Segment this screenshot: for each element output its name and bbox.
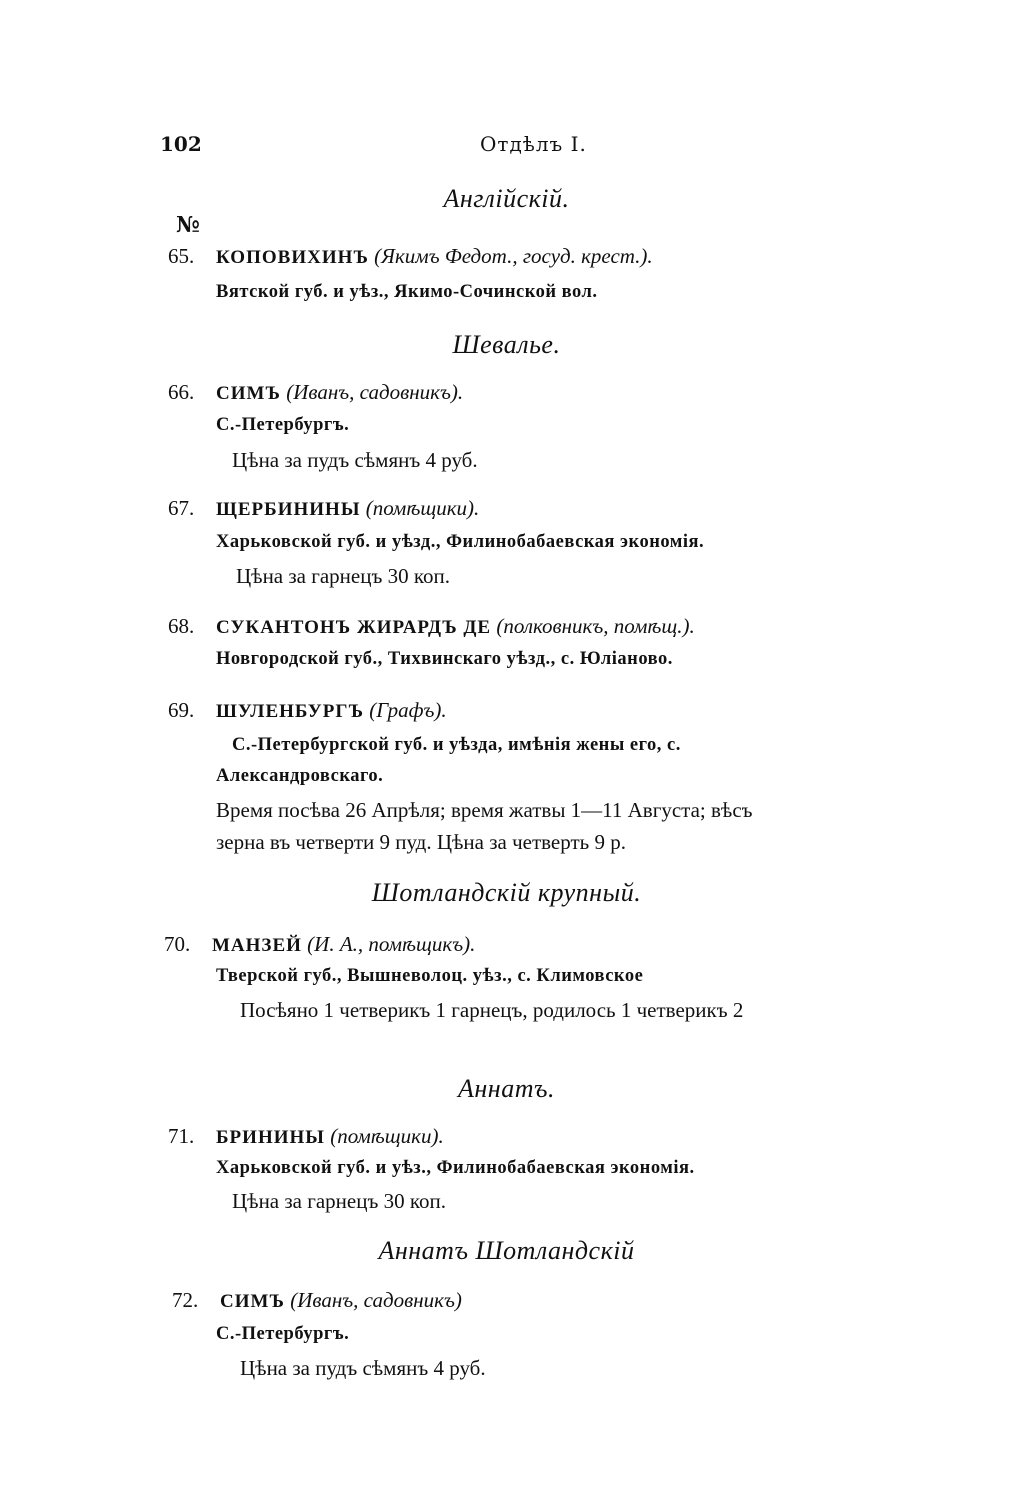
entry-header (164, 932, 475, 957)
page-number: 102 (160, 132, 202, 156)
entry-details: (Якимъ Федот., госуд. крест.). (374, 244, 653, 268)
entry-details: (Иванъ, садовникъ). (286, 380, 464, 404)
entry-address: С.-Петербургъ. (216, 415, 350, 435)
entry-header (168, 614, 695, 639)
entry-header (168, 380, 463, 405)
entry-note: Посѣяно 1 четверикъ 1 гарнецъ, родилось 1 четверикъ 2 (240, 998, 744, 1022)
entry-details: (Графъ). (369, 698, 447, 722)
entry-address-line: С.-Петербургской губ. и уѣзда, имѣнія жены его, с. (232, 735, 681, 755)
entry-address: Харьковской губ. и уѣзд., Филинобабаевская экономія. (216, 532, 705, 552)
section-title: Шевалье. (452, 330, 561, 359)
entry-name: СИМЪ (216, 383, 281, 404)
entry-header (168, 244, 653, 269)
entry-details: (Иванъ, садовникъ) (290, 1288, 462, 1312)
entry-address: Харьковской губ. и уѣз., Филинобабаевская экономія. (216, 1158, 695, 1178)
entry-name: МАНЗЕЙ (212, 935, 302, 956)
entry-address: Вятской губ. и уѣз., Якимо-Сочинской вол. (216, 282, 598, 302)
entry-address: Новгородской губ., Тихвинскаго уѣзд., с. Юліаново. (216, 649, 673, 669)
entry-details: (полковникъ, помѣщ.). (496, 614, 695, 638)
entry-note: Цѣна за гарнецъ 30 коп. (236, 564, 450, 588)
entry-number: 72. (172, 1288, 199, 1312)
entry-number: 68. (168, 614, 195, 638)
section-title: Аннатъ Шотландскій (378, 1236, 635, 1265)
entry-name: БРИНИНЫ (216, 1127, 325, 1148)
running-title: Отдѣлъ I. (480, 132, 587, 156)
section-title: Аннатъ. (458, 1074, 555, 1103)
entry-header (168, 1124, 444, 1149)
entry-note: Цѣна за пудъ сѣмянъ 4 руб. (240, 1356, 486, 1380)
entry-details: (помѣщики). (365, 496, 480, 520)
entry-details: (помѣщики). (330, 1124, 444, 1148)
entry-number: 66. (168, 380, 195, 404)
entry-address: Тверской губ., Вышневолоц. уѣз., с. Климовское (216, 966, 644, 986)
entry-address-line: Александровскаго. (216, 766, 384, 786)
entry-address: С.-Петербургъ. (216, 1324, 350, 1344)
entry-name: ЩЕРБИНИНЫ (216, 499, 361, 520)
entry-number: 65. (168, 244, 195, 268)
entry-header (172, 1288, 462, 1313)
entry-header (168, 496, 479, 521)
entry-note: Цѣна за пудъ сѣмянъ 4 руб. (232, 448, 478, 472)
entry-number: 70. (164, 932, 191, 956)
entry-name: ШУЛЕНБУРГЪ (216, 701, 364, 722)
entry-note-line: Время посѣва 26 Апрѣля; время жатвы 1—11 Августа; вѣсъ (216, 798, 753, 822)
entry-number: 67. (168, 496, 195, 520)
entry-details: (И. А., помѣщикъ). (307, 932, 476, 956)
entry-name: СУКАНТОНЪ ЖИРАРДЪ ДЕ (216, 617, 492, 638)
number-sign: № (176, 212, 200, 238)
entry-name: КОПОВИХИНЪ (216, 247, 369, 268)
entry-name: СИМЪ (220, 1291, 285, 1312)
entry-number: 71. (168, 1124, 195, 1148)
entry-note-line: зерна въ четверти 9 пуд. Цѣна за четверть 9 р. (216, 830, 626, 854)
entry-number: 69. (168, 698, 195, 722)
section-title: Англійскій. (443, 184, 570, 213)
entry-note: Цѣна за гарнецъ 30 коп. (232, 1189, 446, 1213)
entry-header (168, 698, 447, 723)
section-title: Шотландскій крупный. (371, 878, 642, 907)
